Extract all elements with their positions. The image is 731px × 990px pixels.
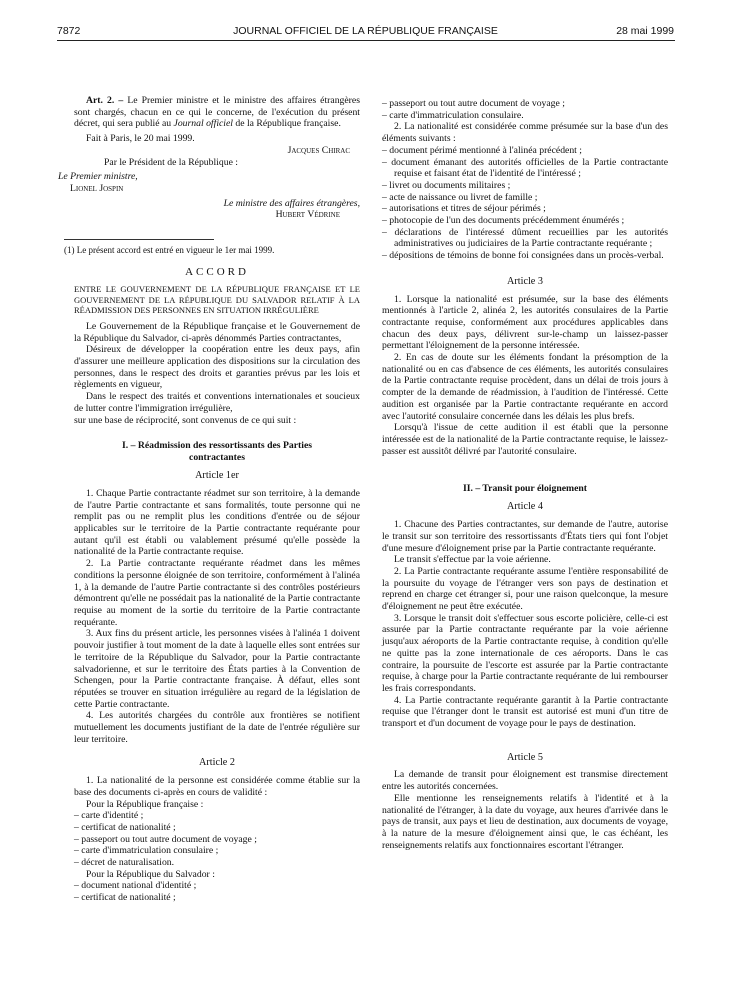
article-3-para-1: 1. Lorsque la nationalité est présumée, sur la base des éléments mentionnés à l'article 2, alinéa 2, les autorités consulaires de la Partie contractante requise, conformément aux procédures applicables dans chacun des deux pays, délivrent sur-le-champ un laissez-passer permettant l'éloignement de la personne intéressée. [382,293,668,352]
presumed-doc: – autorisations et titres de séjour périmés ; [382,203,546,215]
journal-name: Journal officiel [173,118,233,130]
article-3-para-3: Lorsqu'à l'issue de cette audition il est établi que la personne intéressée est de la nationalité de la Partie contractante requise, le laissez-passer est aussitôt délivré par l'autorité consulaire. [382,422,668,457]
article-4-para-5: 4. La Partie contractante requérante garantit à la Partie contractante requise que l'étranger dont le transit est autorisé est muni d'un titre de transport et d'un document de voyage pour le pays de destination. [382,694,668,730]
france-doc: – carte d'immatriculation consulaire ; [74,845,219,857]
article-3-para-2: 2. En cas de doute sur les éléments fondant la présomption de la nationalité ou en cas d'absence de ces éléments, les autorités consulaires de la Partie contractante requise procèdent, dans un délai de trois jours à compter de la demande de réadmission, à l'audition de l'intéressé. Cette audition est organisée par la Partie contractante requérante en accord avec l'autorité consulaire concernée dans les délais les plus brefs. [382,352,668,422]
left-column [58,95,360,904]
accord-subtitle: ENTRE LE GOUVERNEMENT DE LA RÉPUBLIQUE FRANÇAISE ET LE GOUVERNEMENT DE LA RÉPUBLIQUE DU SALVADOR RELATIF À LA RÉADMISSION DES PERSONNES EN SITUATION IRRÉGULIÈRE [74,284,360,316]
preamble-2: Désireux de développer la coopération entre les deux pays, afin d'assurer une meilleure application des dispositions sur la circulation des personnes, dans le respect des droits et garanties prévus par les lois et règlements en vigueur, [74,344,360,391]
accord-title: ACCORD [185,265,249,278]
art2-label: Art. 2. – [86,95,124,106]
france-label: Pour la République française : [86,798,204,810]
footnote: (1) Le présent accord est entré en vigueur le 1er mai 1999. [64,245,275,256]
article-1-para-2: 2. La Partie contractante requérante réadmet dans les mêmes conditions la personne éloignée de son territoire, conformément à l'alinéa 1, à la demande de l'autre Partie contractante si des contrôles postérieurs démontrent qu'elle ne possédait pas la nationalité de la Partie contractante requise au moment de la sortie du territoire de la Partie contractante requérante. [74,558,360,628]
presumed-doc: – déclarations de l'intéressé dûment recueillies par les autorités administratives ou judiciaires de la Partie contractante requérante ; [382,226,668,250]
article-2-para-2: 2. La nationalité est considérée comme présumée sur la base d'un des éléments suivants : [382,121,668,145]
footnote-rule [64,239,214,240]
presumed-doc: – dépositions de témoins de bonne foi consignées dans un procès-verbal. [382,250,664,262]
france-doc: – certificat de nationalité ; [74,821,176,833]
article-4-para-4: 3. Lorsque le transit doit s'effectuer sous escorte policière, celle-ci est assurée par la Partie contractante requérante par la voie aérienne jusqu'aux aéroports de la Partie contractante requise, à condition qu'elle ne quitte pas la zone internationale de ces aéroports. Dans le cas contraire, la poursuite de l'escorte est assurée par la Partie contractante requise, à charge pour la Partie contractante requérante de lui rembourser les frais correspondants. [382,612,668,694]
preamble-1: Le Gouvernement de la République française et le Gouvernement de la République du Salvador, ci-après dénommés Parties contractantes, [74,320,360,344]
france-doc: – décret de naturalisation. [74,857,175,869]
article-4-heading: Article 4 [507,501,543,513]
salvador-doc: – document national d'identité ; [74,880,197,892]
article-5-para-2: Elle mentionne les renseignements relatifs à l'identité et à la nationalité de l'étranger, à la date du voyage, aux heures d'arrivée dans le pays de transit, aux pays et lieu de destination, aux documents de voyage, à la nature de la mesure d'éloignement ainsi que, le cas échéant, les renseignements relatifs aux fonctionnaires escortant l'étranger. [382,792,668,851]
article-2-heading: Article 2 [199,757,235,769]
presumed-doc: – document émanant des autorités officielles de la Partie contractante requise et faisant état de l'identité de l'intéressé ; [382,156,668,180]
article-2-decree [74,95,360,130]
article-4-para-1: 1. Chacune des Parties contractantes, sur demande de l'autre, autorise le transit sur son territoire des ressortissants d'États tiers qui font l'objet d'une mesure d'éloignement prise par la Partie contractante requérante. [382,519,668,554]
presumed-doc: – photocopie de l'un des documents précédemment énumérés ; [382,215,625,227]
issue-date: 28 mai 1999 [616,25,674,37]
article-1-para-4: 4. Les autorités chargées du contrôle aux frontières se notifient mutuellement les documents justifiant de la date de l'entrée régulière sur leur territoire. [74,710,360,745]
salvador-label: Pour la République du Salvador : [86,868,215,880]
presumed-doc: – acte de naissance ou livret de famille ; [382,191,538,203]
article-2-intro: 1. La nationalité de la personne est considérée comme établie sur la base des documents ci-après en cours de validité : [74,775,360,798]
page-header [0,0,731,40]
ministre-title: Le ministre des affaires étrangères, [223,197,360,209]
presumed-doc: – livret ou documents militaires ; [382,179,511,191]
right-column [382,98,668,851]
page-number: 7872 [57,25,81,37]
signatory-president: Jacques Chirac [287,144,350,156]
salvador-doc: – certificat de nationalité ; [74,892,176,904]
par-le-president: Par le Président de la République : [104,156,238,168]
header-rule [57,40,675,41]
article-5-heading: Article 5 [507,751,543,763]
ministre-name: Hubert Védrine [275,209,340,221]
article-3-heading: Article 3 [507,275,543,287]
article-4-para-3: 2. La Partie contractante requérante assume l'entière responsabilité de la poursuite du voyage de l'étranger vers son pays de destination et reprend en charge cet étranger si, pour une raison quelconque, la mesure d'éloignement ne peut être exécutée. [382,565,668,613]
premier-ministre-title: Le Premier ministre, [58,171,138,183]
article-1-heading: Article 1er [195,470,239,482]
article-4-para-2: Le transit s'effectue par la voie aérienne. [394,554,551,566]
section-1-heading: I. – Réadmission des ressortissants des Parties contractantes [121,440,313,464]
journal-title: JOURNAL OFFICIEL DE LA RÉPUBLIQUE FRANÇAISE [233,25,498,37]
presumed-doc: – document périmé mentionné à l'alinéa précédent ; [382,144,582,156]
france-doc: – passeport ou tout autre document de voyage ; [74,833,257,845]
france-doc: – carte d'identité ; [74,810,144,822]
article-1-para-1: 1. Chaque Partie contractante réadmet sur son territoire, à la demande de l'autre Partie contractante et sans formalités, toute personne qui ne remplit pas ou ne remplit plus les conditions d'entrée ou de séjour applicables sur le territoire de la Partie contractante requérante pour autant qu'il est établi ou valablement présumé qu'elle possède la nationalité de la Partie contractante requise. [74,487,360,558]
salvador-doc: – passeport ou tout autre document de voyage ; [382,98,565,109]
art2-end: de la République française. [233,118,341,130]
article-1-para-3: 3. Aux fins du présent article, les personnes visées à l'alinéa 1 doivent pouvoir justifier à tout moment de la date à laquelle elles sont entrées sur le territoire de la République du Salvador, pour la Partie contractante salvadorienne, et sur le territoire des États parties à la Convention de Schengen, pour la Partie contractante française. À défaut, elles sont réputées se trouver en situation irrégulière au regard de la législation de cette Partie contractante. [74,628,360,710]
premier-ministre-name: Lionel Jospin [70,182,124,194]
preamble-end: sur une base de réciprocité, sont convenus de ce qui suit : [74,414,297,426]
section-2-heading: II. – Transit pour éloignement [462,483,588,495]
article-5-para-1: La demande de transit pour éloignement est transmise directement entre les autorités concernées. [382,769,668,793]
salvador-doc: – carte d'immatriculation consulaire. [382,109,524,121]
preamble-3: Dans le respect des traités et conventions internationales et soucieux de lutter contre l'immigration irrégulière, [74,391,360,414]
fait-a-paris: Fait à Paris, le 20 mai 1999. [86,133,195,145]
art2-text: Le Premier ministre et le ministre des affaires étrangères sont chargés, chacun en ce qui le concerne, de l'exécution du présent décret, qui sera publié au [74,95,360,130]
